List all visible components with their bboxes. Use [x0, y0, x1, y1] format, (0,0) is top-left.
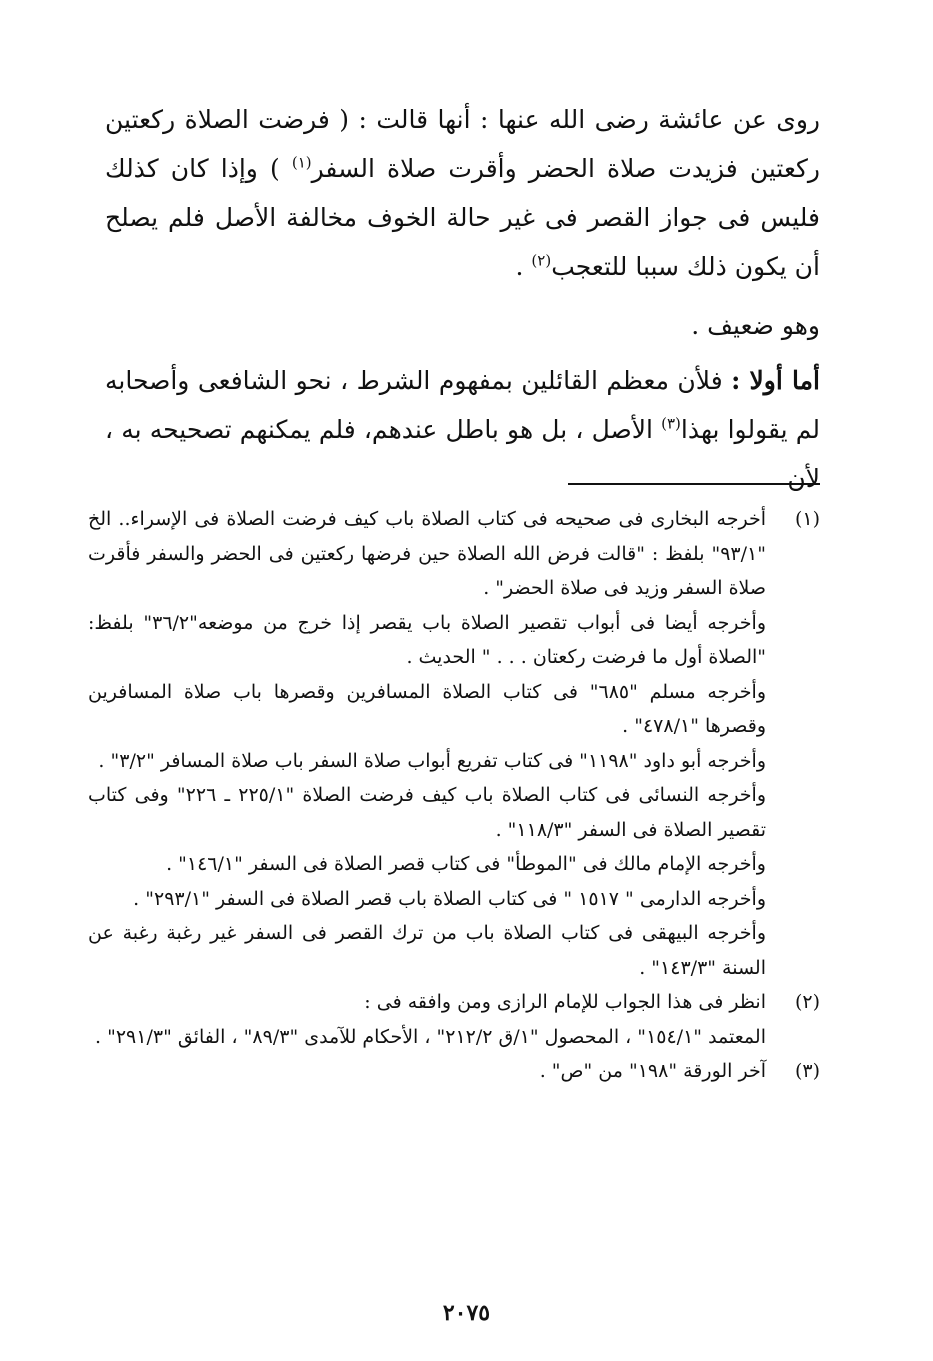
footnote-ref-2: (٢)	[531, 251, 552, 270]
paragraph-3	[105, 356, 820, 503]
footnote-body	[88, 502, 766, 985]
paragraph-3-lead: أما أولا :	[731, 366, 820, 395]
paragraph-3-text-cont: الأصل ، بل هو باطل عندهم، فلم يمكنهم تصحيحه به ، لأن	[105, 415, 820, 493]
main-text	[105, 95, 820, 503]
paragraph-1-end: .	[515, 252, 532, 281]
footnote-paragraph: أخرجه البخارى فى صحيحه فى كتاب الصلاة باب كيف فرضت الصلاة فى الإسراء.. الخ "٩٣/١" بلفظ : "قالت فرض الله الصلاة حين فرضها ركعتين فى الحضر والسفر فأقرت صلاة السفر وزيد فى صلاة الحضر" .	[88, 508, 766, 599]
footnotes	[88, 502, 820, 1089]
page-number: ٢٠٧٥	[442, 1300, 491, 1326]
paragraph-2: وهو ضعيف .	[691, 311, 820, 340]
footnote-paragraph: آخر الورقة "١٩٨" من "ص" .	[539, 1060, 766, 1082]
footnote-paragraph: انظر فى هذا الجواب للإمام الرازى ومن وافقه فى :	[364, 991, 766, 1013]
footnote-body	[88, 985, 766, 1054]
footnote-2	[88, 985, 820, 1054]
footnote-separator	[568, 483, 820, 485]
footnote-number: (٣)	[794, 1060, 820, 1082]
footnote-paragraph: وأخرجه أيضا فى أبواب تقصير الصلاة باب يقصر إذا خرج من موضعه"٣٦/٢" بلفظ: "الصلاة أول ما فرضت ركعتان . . . " الحديث .	[88, 611, 766, 668]
footnote-ref-3: (٣)	[661, 414, 681, 433]
footnote-paragraph: وأخرجه الإمام مالك فى "الموطأ" فى كتاب قصر الصلاة فى السفر "١٤٦/١" .	[166, 853, 766, 875]
paragraph-1-text: روى عن عائشة رضى الله عنها : أنها قالت : ( فرضت الصلاة ركعتين ركعتين فزيدت صلاة الحضر وأقرت صلاة السفر	[105, 105, 820, 183]
footnote-paragraph: وأخرجه أبو داود "١١٩٨" فى كتاب تفريع أبواب صلاة السفر باب صلاة المسافر "٣/٢" .	[98, 749, 766, 772]
footnote-paragraph: وأخرجه الدارمى " ١٥١٧ " فى كتاب الصلاة باب قصر الصلاة فى السفر "٢٩٣/١" .	[133, 887, 766, 910]
footnote-body	[88, 1054, 766, 1089]
paragraph-1	[105, 95, 820, 291]
paragraph-3-text: فلأن معظم القائلين بمفهوم الشرط ، نحو الشافعى وأصحابه لم يقولوا بهذا	[105, 366, 821, 444]
footnote-number: (١)	[794, 508, 820, 530]
paragraph-1-text-cont: ) وإذا كان كذلك فليس فى جواز القصر فى غير حالة الخوف مخالفة الأصل فلم يصلح أن يكون ذلك سببا للتعجب	[105, 154, 820, 281]
footnote-3	[88, 1054, 820, 1089]
footnote-ref-1: (١)	[291, 153, 312, 172]
footnote-1	[88, 502, 820, 985]
footnote-paragraph: وأخرجه البيهقى فى كتاب الصلاة باب من ترك القصر فى السفر غير رغبة رغبة عن السنة "١٤٣/٣" .	[88, 922, 766, 979]
footnote-number: (٢)	[794, 991, 820, 1013]
footnote-paragraph: المعتمد "١٥٤/١" ، المحصول "١/ق ٢١٢/٢" ، الأحكام للآمدى "٨٩/٣" ، الفائق "٢٩١/٣" .	[95, 1025, 766, 1048]
footnote-paragraph: وأخرجه مسلم "٦٨٥" فى كتاب الصلاة المسافرين وقصرها باب صلاة المسافرين وقصرها "٤٧٨/١" .	[88, 680, 766, 737]
footnote-paragraph: وأخرجه النسائى فى كتاب الصلاة باب كيف فرضت الصلاة "٢٢٥/١ ـ ٢٢٦" وفى كتاب تقصير الصلاة فى السفر "١١٨/٣" .	[88, 784, 767, 841]
